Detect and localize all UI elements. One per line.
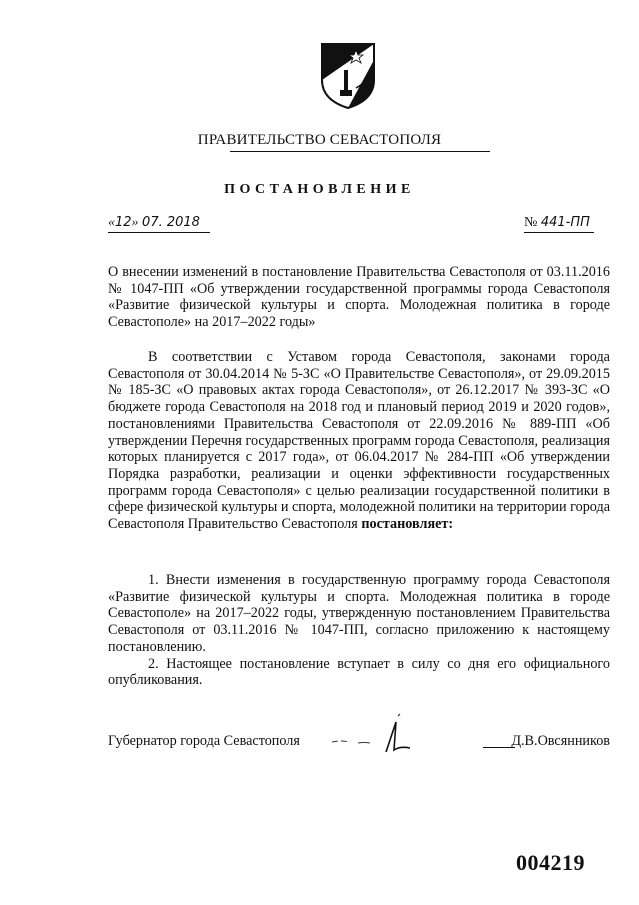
- decree-item: 2. Настоящее постановление вступает в силу со дня его официального опубликования.: [108, 655, 610, 689]
- date-day: 12: [115, 215, 132, 230]
- number-value: 441-ПП: [540, 215, 590, 230]
- sevastopol-coat-of-arms-icon: [318, 40, 378, 110]
- date-quote-open: «: [108, 215, 115, 230]
- decision-word: постановляет:: [361, 516, 454, 533]
- date-quote-close: »: [131, 215, 139, 230]
- preamble-text: В соответствии с Уставом города Севастополя, законами города Севастополя от 30.04.2014 № 5-ЗС «О Правительстве Севастополя», от 29.09.2015 № 185-ЗС «О правовых актах города Севастополя», от 26.12.2017 № 393-ЗС «О бюджете города Севастополя на 2018 год и плановый период 2019 и 2020 годов», постановлениями Правительства Севастополя от 22.09.2016 № 889-ПП «Об утверждении Перечня государственных программ города Севастополя, реализация которых планируется с 2017 года», от 06.04.2017 № 284-ПП «Об утверждении Порядка разработки, реализации и оценки эффективности государственных программ города Севастополя» с целью реализации государственной политики в сфере физической культуры и спорта, молодежной политики на территории города Севастополя Правительство Севастополя: [108, 349, 610, 533]
- handwritten-signature: [330, 712, 430, 760]
- date-field: [108, 214, 210, 233]
- signatory-post: Губернатор города Севастополя: [108, 733, 300, 749]
- number-sign: №: [524, 215, 538, 230]
- decree-subject: О внесении изменений в постановление Правительства Севастополя от 03.11.2016 № 1047-ПП «Об утверждении государственной программы города Севастополя «Развитие физической культуры и спорта. Молодежная политика в городе Севастополе» на 2017–2022 годы»: [108, 264, 610, 331]
- date-month-year: 07. 2018: [142, 215, 200, 230]
- serial-number: 004219: [516, 850, 585, 875]
- signature-line: [483, 747, 515, 748]
- decree-items: [108, 572, 610, 689]
- signatory-name: Д.В.Овсянников: [511, 733, 610, 749]
- document-type: ПОСТАНОВЛЕНИЕ: [224, 182, 415, 197]
- government-title: ПРАВИТЕЛЬСТВО СЕВАСТОПОЛЯ: [197, 132, 442, 148]
- document-number: [524, 214, 594, 233]
- title-underline: [230, 151, 490, 152]
- decree-item: 1. Внести изменения в государственную программу города Севастополя «Развитие физической культуры и спорта. Молодежная политика в городе Севастополе» на 2017–2022 годы, утвержденную постановлением Правительства Севастополя от 03.11.2016 № 1047-ПП, согласно приложению к настоящему постановлению.: [108, 572, 610, 655]
- preamble: [108, 349, 610, 533]
